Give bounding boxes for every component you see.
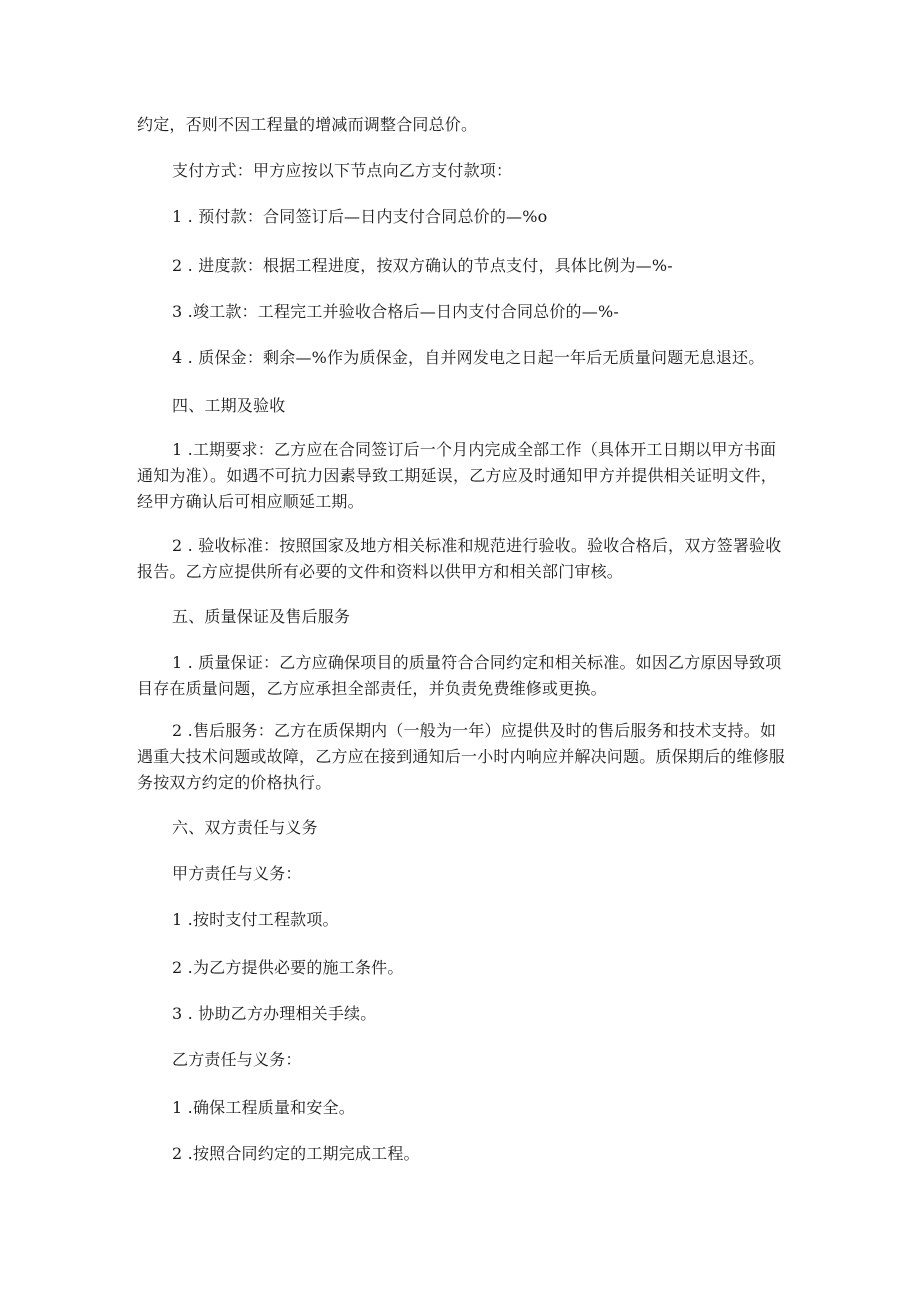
section-heading-responsibilities: 六、双方责任与义务 — [172, 818, 318, 837]
paragraph-acceptance-standard: 2 . 验收标准：按照国家及地方相关标准和规范进行验收。验收合格后，双方签署验收报告。乙方应提供所有必要的文件和资料以供甲方和相关部门审核。 — [137, 536, 782, 581]
list-item-party-b-2: 2 .按照合同约定的工期完成工程。 — [172, 1144, 420, 1163]
list-item-party-a-3: 3 . 协助乙方办理相关手续。 — [172, 1004, 377, 1023]
section-heading-schedule: 四、工期及验收 — [172, 396, 286, 415]
paragraph-contract-price: 约定，否则不因工程量的增减而调整合同总价。 — [137, 115, 478, 134]
subheading-party-b: 乙方责任与义务： — [172, 1050, 302, 1069]
list-item-advance-payment: 1 . 预付款：合同签订后—日内支付合同总价的—%o — [172, 207, 548, 226]
paragraph-quality-guarantee: 1 . 质量保证：乙方应确保项目的质量符合合同约定和相关标准。如因乙方原因导致项目存在质量问题，乙方应承担全部责任，并负责免费维修或更换。 — [137, 653, 782, 698]
list-item-party-a-1: 1 .按时支付工程款项。 — [172, 910, 339, 929]
list-item-warranty-deposit: 4 . 质保金：剩余—%作为质保金，自并网发电之日起一年后无质量问题无息退还。 — [172, 348, 765, 367]
paragraph-payment-method: 支付方式：甲方应按以下节点向乙方支付款项： — [172, 161, 513, 180]
section-heading-quality: 五、质量保证及售后服务 — [172, 607, 351, 626]
paragraph-after-sales: 2 .售后服务：乙方在质保期内（一般为一年）应提供及时的售后服务和技术支持。如遇重大技术问题或故障，乙方应在接到通知后一小时内响应并解决问题。质保期后的维修服务按双方约定的价格执行。 — [137, 721, 786, 792]
list-item-party-a-2: 2 .为乙方提供必要的施工条件。 — [172, 958, 404, 977]
list-item-party-b-1: 1 .确保工程质量和安全。 — [172, 1098, 355, 1117]
paragraph-schedule-requirement: 1 .工期要求：乙方应在合同签订后一个月内完成全部工作（具体开工日期以甲方书面通知为准）。如遇不可抗力因素导致工期延误，乙方应及时通知甲方并提供相关证明文件，经甲方确认后可相应顺延工期。 — [137, 440, 778, 511]
subheading-party-a: 甲方责任与义务： — [172, 864, 302, 883]
list-item-completion-payment: 3 .竣工款：工程完工并验收合格后—日内支付合同总价的—%- — [172, 302, 619, 321]
list-item-progress-payment: 2 . 进度款：根据工程进度，按双方确认的节点支付，具体比例为—%- — [172, 256, 673, 275]
